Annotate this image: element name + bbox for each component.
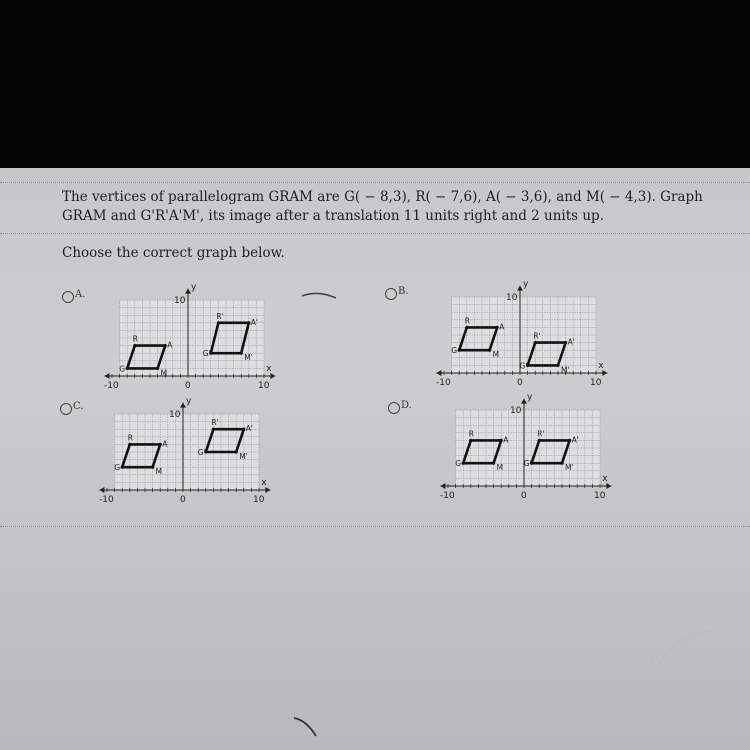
vertex-label: M' [561, 365, 570, 375]
x-tick-label: 0 [517, 378, 523, 388]
divider-question [0, 233, 750, 234]
vertex-label: A' [567, 337, 575, 347]
vertex-label: G' [197, 448, 206, 457]
vertex-label: R [132, 334, 139, 344]
vertex-label: R [464, 316, 471, 326]
y-axis-label: y [191, 282, 197, 293]
vertex-label: A' [571, 435, 579, 445]
x-tick-label: -10 [436, 378, 451, 388]
x-axis-arrow [104, 373, 109, 379]
choose-prompt: Choose the correct graph below. [62, 245, 285, 261]
vertex-label: G' [202, 349, 211, 359]
vertex-point [121, 466, 124, 469]
option-d-radio[interactable] [388, 402, 400, 414]
x-tick-label: 10 [258, 381, 270, 391]
vertex-label: M' [244, 353, 253, 363]
x-tick-label: 0 [180, 495, 186, 505]
vertex-label: G [455, 459, 462, 469]
x-tick-label: -10 [440, 491, 455, 501]
option-c-letter: C. [73, 401, 84, 412]
vertex-label: A [162, 439, 168, 449]
vertex-label: A [499, 322, 505, 332]
vertex-point [240, 352, 243, 355]
vertex-point [212, 428, 215, 431]
option-c-radio[interactable] [60, 403, 72, 415]
option-a-letter: A. [75, 289, 86, 300]
x-axis-label: x [261, 478, 267, 488]
vertex-label: R' [537, 429, 545, 439]
y-tick-label: 10 [169, 410, 181, 420]
vertex-label: A' [245, 424, 254, 434]
vertex-label: R' [216, 311, 224, 321]
y-tick-label: 10 [510, 406, 522, 416]
vertex-label: R' [533, 331, 541, 341]
vertex-point [469, 439, 472, 442]
y-tick-label: 10 [506, 293, 518, 303]
x-tick-label: 10 [253, 495, 265, 505]
vertex-label: M' [565, 463, 574, 473]
x-tick-label: 0 [185, 381, 191, 391]
y-tick-label: 10 [174, 296, 186, 306]
vertex-point [126, 367, 129, 370]
vertex-label: G [451, 346, 458, 356]
vertex-point [560, 462, 563, 465]
x-axis-arrow [436, 370, 441, 376]
x-tick-label: -10 [99, 495, 114, 505]
vertex-point [538, 439, 541, 442]
vertex-point [151, 466, 154, 469]
vertex-label: M [492, 350, 500, 360]
vertex-point [128, 443, 131, 446]
vertex-point [133, 344, 136, 347]
vertex-point [534, 341, 537, 344]
option-b-graph[interactable] [432, 279, 622, 395]
x-axis-label: x [266, 364, 272, 374]
vertex-point [488, 349, 491, 352]
vertex-label: R [468, 429, 475, 439]
x-tick-label: 0 [521, 491, 527, 501]
vertex-label: R' [211, 418, 219, 428]
vertex-label: A [167, 340, 173, 350]
vertex-point [465, 326, 468, 329]
divider-bottom [0, 526, 750, 527]
question-line-2: GRAM and G'R'A'M', its image after a translation 11 units right and 2 units up. [62, 208, 604, 224]
question-line-1: The vertices of parallelogram GRAM are G( − 8,3), R( − 7,6), A( − 3,6), and M( − 4,3). Graph [62, 189, 703, 205]
vertex-point [556, 364, 559, 367]
dark-background [0, 0, 750, 168]
vertex-label: M [160, 368, 168, 378]
y-axis-label: y [527, 392, 533, 403]
vertex-label: G [119, 364, 126, 374]
vertex-label: G' [523, 459, 532, 469]
option-c-graph[interactable] [95, 396, 285, 517]
vertex-point [235, 450, 238, 453]
pencil-mark [640, 625, 720, 675]
y-axis-label: y [523, 279, 529, 290]
vertex-label: M [155, 467, 163, 477]
x-tick-label: 10 [590, 378, 602, 388]
x-axis-arrow [99, 487, 104, 493]
vertex-label: G' [519, 361, 528, 371]
vertex-point [462, 462, 465, 465]
vertex-point [492, 462, 495, 465]
vertex-label: G [114, 463, 121, 473]
question-text [62, 188, 712, 226]
vertex-label: R [127, 433, 134, 443]
option-a-graph[interactable] [100, 282, 290, 398]
x-tick-label: 10 [594, 491, 606, 501]
option-d-letter: D. [401, 400, 412, 411]
option-b-letter: B. [398, 286, 409, 297]
option-a-radio[interactable] [62, 291, 74, 303]
x-tick-label: -10 [104, 381, 119, 391]
option-b-radio[interactable] [385, 288, 397, 300]
x-axis-label: x [602, 474, 608, 484]
vertex-label: A [503, 435, 509, 445]
pencil-mark [290, 710, 330, 740]
divider-top [0, 182, 750, 183]
option-d-graph[interactable] [436, 392, 626, 513]
vertex-label: A' [250, 317, 259, 327]
vertex-point [217, 321, 220, 324]
vertex-point [458, 349, 461, 352]
pencil-mark [300, 286, 340, 302]
vertex-label: M [496, 463, 504, 473]
vertex-label: M' [239, 452, 248, 461]
vertex-point [156, 367, 159, 370]
x-axis-arrow [440, 483, 445, 489]
y-axis-label: y [186, 396, 192, 407]
x-axis-label: x [598, 361, 604, 371]
